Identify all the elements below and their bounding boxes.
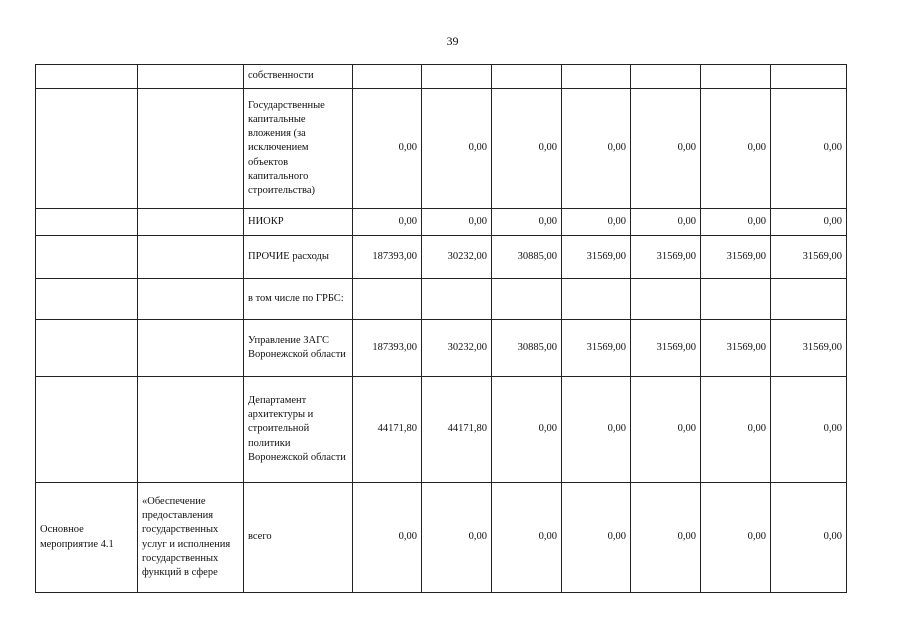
description-cell <box>138 89 244 209</box>
description-cell <box>138 320 244 377</box>
value-cell: 0,00 <box>771 377 847 483</box>
value-cell: 187393,00 <box>353 320 422 377</box>
value-cell: 0,00 <box>422 209 492 236</box>
table-row <box>36 320 847 377</box>
value-cell: 0,00 <box>353 89 422 209</box>
description-cell: «Обеспечение предоставления государственных услуг и исполнения государственных функций в сфере <box>138 483 244 593</box>
description-cell <box>138 279 244 320</box>
expense-name-cell: Управление ЗАГС Воронежской области <box>244 320 353 377</box>
budget-table <box>35 64 847 593</box>
expense-name-cell: всего <box>244 483 353 593</box>
value-cell: 187393,00 <box>353 236 422 279</box>
value-cell: 0,00 <box>422 483 492 593</box>
value-cell <box>771 279 847 320</box>
value-cell <box>562 65 631 89</box>
value-cell: 30885,00 <box>492 236 562 279</box>
measure-cell <box>36 279 138 320</box>
value-cell <box>492 279 562 320</box>
value-cell: 0,00 <box>562 209 631 236</box>
value-cell: 0,00 <box>631 377 701 483</box>
value-cell <box>701 279 771 320</box>
page-number: 39 <box>446 34 459 48</box>
table-row <box>36 65 847 89</box>
value-cell: 0,00 <box>701 377 771 483</box>
value-cell: 0,00 <box>562 483 631 593</box>
value-cell <box>422 279 492 320</box>
value-cell: 31569,00 <box>771 236 847 279</box>
measure-cell: Основное мероприятие 4.1 <box>36 483 138 593</box>
value-cell: 0,00 <box>771 483 847 593</box>
value-cell <box>631 279 701 320</box>
value-cell: 31569,00 <box>701 320 771 377</box>
value-cell: 0,00 <box>631 89 701 209</box>
expense-name-cell: Департамент архитектуры и строительной политики Воронежской области <box>244 377 353 483</box>
value-cell: 0,00 <box>492 483 562 593</box>
table-row <box>36 209 847 236</box>
expense-name-cell: собственности <box>244 65 353 89</box>
measure-cell <box>36 65 138 89</box>
value-cell <box>492 65 562 89</box>
value-cell: 31569,00 <box>631 320 701 377</box>
value-cell: 0,00 <box>353 209 422 236</box>
value-cell: 44171,80 <box>422 377 492 483</box>
expense-name-cell: НИОКР <box>244 209 353 236</box>
value-cell: 0,00 <box>492 377 562 483</box>
value-cell: 31569,00 <box>701 236 771 279</box>
value-cell: 0,00 <box>631 483 701 593</box>
value-cell: 30232,00 <box>422 236 492 279</box>
measure-cell <box>36 209 138 236</box>
expense-name-cell: в том числе по ГРБС: <box>244 279 353 320</box>
measure-cell <box>36 377 138 483</box>
value-cell: 31569,00 <box>631 236 701 279</box>
value-cell: 31569,00 <box>771 320 847 377</box>
value-cell: 0,00 <box>771 209 847 236</box>
value-cell <box>701 65 771 89</box>
value-cell: 0,00 <box>492 209 562 236</box>
measure-cell <box>36 320 138 377</box>
value-cell: 0,00 <box>701 209 771 236</box>
table-row <box>36 89 847 209</box>
table-row <box>36 483 847 593</box>
table-row <box>36 279 847 320</box>
value-cell: 0,00 <box>562 377 631 483</box>
description-cell <box>138 236 244 279</box>
value-cell: 0,00 <box>701 483 771 593</box>
value-cell: 30885,00 <box>492 320 562 377</box>
description-cell <box>138 377 244 483</box>
value-cell: 0,00 <box>701 89 771 209</box>
value-cell: 31569,00 <box>562 236 631 279</box>
value-cell: 0,00 <box>422 89 492 209</box>
value-cell: 44171,80 <box>353 377 422 483</box>
description-cell <box>138 65 244 89</box>
description-cell <box>138 209 244 236</box>
expense-name-cell: Государственные капитальные вложения (за исключением объектов капитального строительства) <box>244 89 353 209</box>
value-cell <box>353 279 422 320</box>
value-cell: 0,00 <box>353 483 422 593</box>
value-cell <box>422 65 492 89</box>
measure-cell <box>36 236 138 279</box>
value-cell: 0,00 <box>631 209 701 236</box>
value-cell <box>771 65 847 89</box>
table-row <box>36 377 847 483</box>
value-cell: 0,00 <box>771 89 847 209</box>
value-cell: 0,00 <box>492 89 562 209</box>
value-cell <box>562 279 631 320</box>
value-cell: 0,00 <box>562 89 631 209</box>
table-row <box>36 236 847 279</box>
value-cell <box>353 65 422 89</box>
value-cell <box>631 65 701 89</box>
measure-cell <box>36 89 138 209</box>
value-cell: 31569,00 <box>562 320 631 377</box>
expense-name-cell: ПРОЧИЕ расходы <box>244 236 353 279</box>
value-cell: 30232,00 <box>422 320 492 377</box>
